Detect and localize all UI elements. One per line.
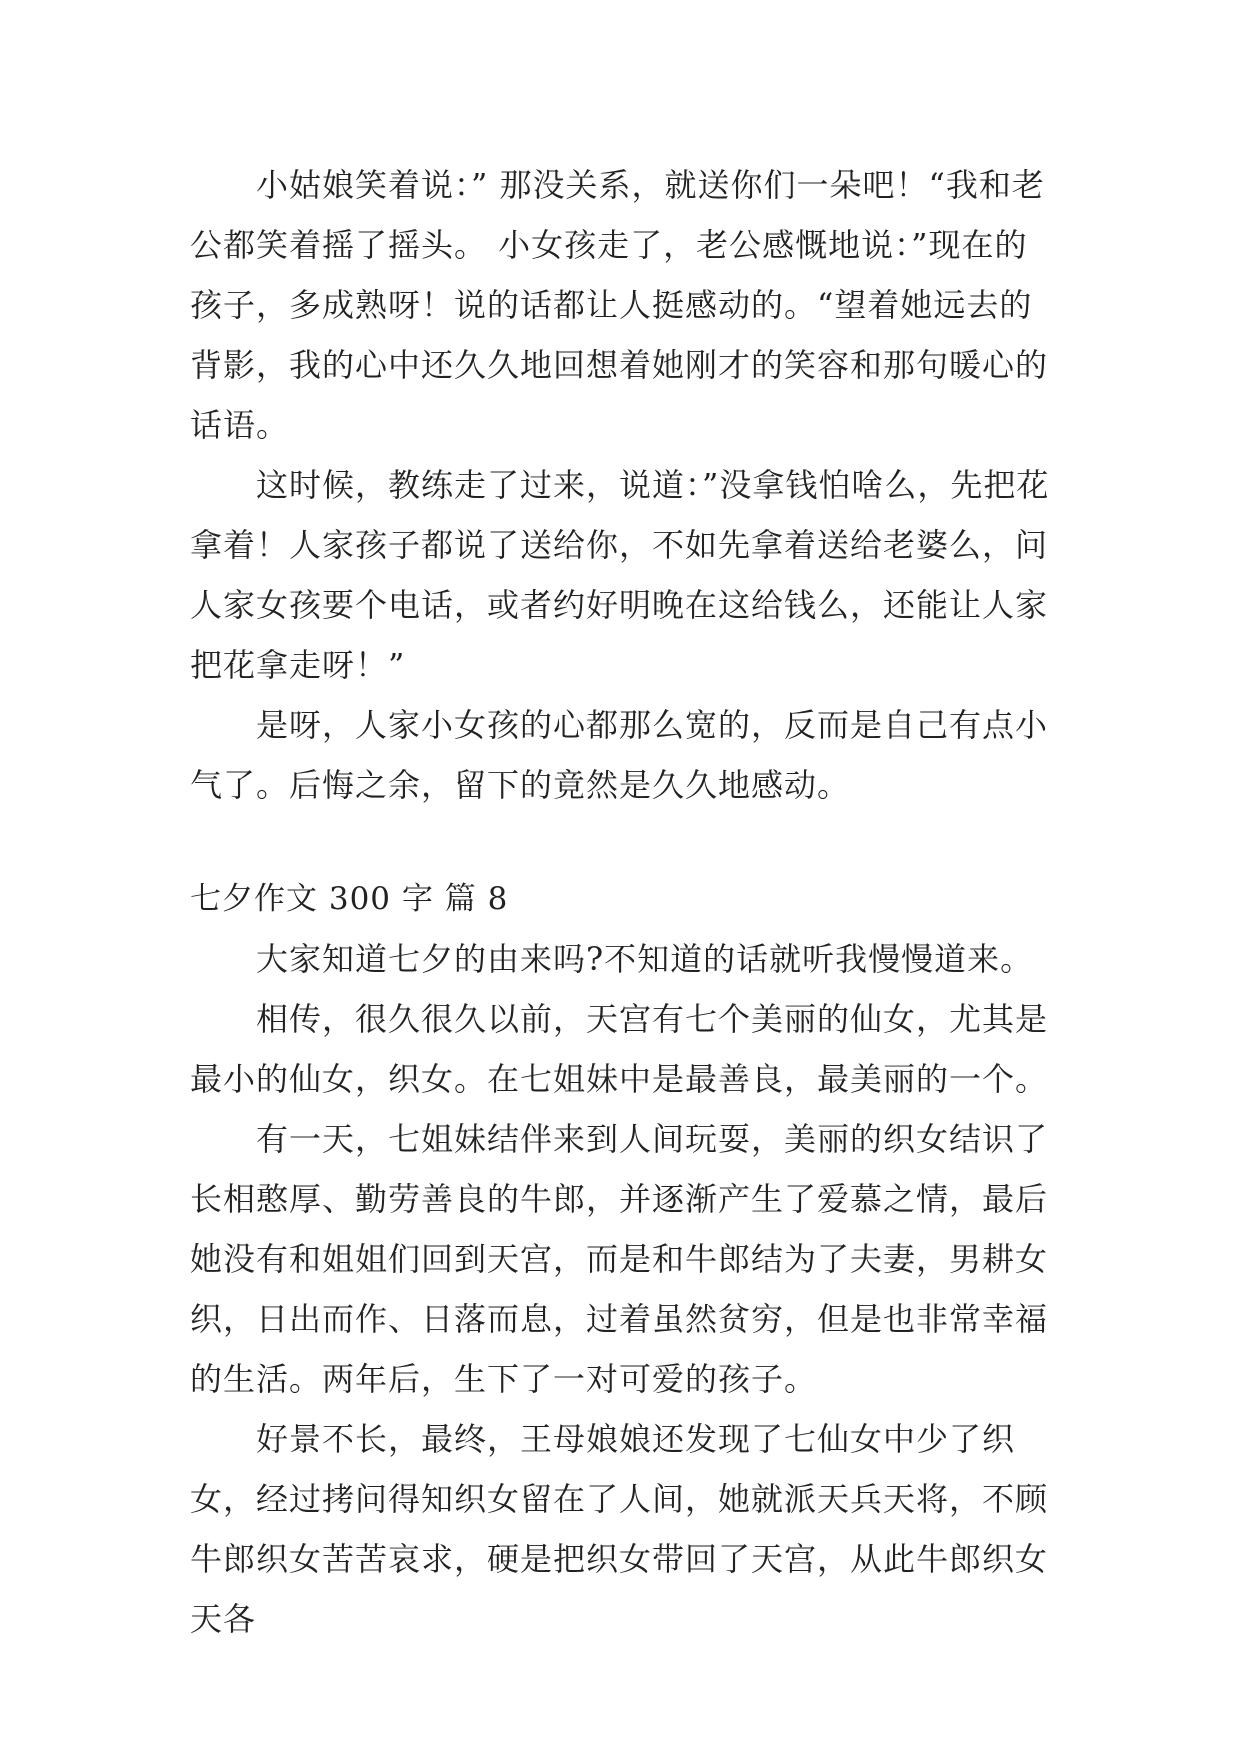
paragraph: 大家知道七夕的由来吗?不知道的话就听我慢慢道来。 [256,940,1034,978]
paragraph: 这时候，教练走了过来，说道：”没拿钱怕啥么，先把花拿着！人家孩子都说了送给你，不如先拿着送给老婆么，问人家女孩要个电话，或者约好明晚在这给钱么，还能让人家把花拿走呀！” [190,466,1050,684]
section-spacer [190,815,1060,869]
paragraph: 好景不长，最终，王母娘娘还发现了七仙女中少了织女，经过拷问得知织女留在了人间，她就派天兵天将，不顾牛郎织女苦苦哀求，硬是把织女带回了天宫，从此牛郎织女天各 [190,1420,1049,1638]
paragraph: 是呀，人家小女孩的心都那么宽的，反而是自己有点小气了。后悔之余，留下的竟然是久久地感动。 [190,706,1049,804]
paragraph: 有一天，七姐妹结伴来到人间玩耍，美丽的织女结识了长相憨厚、勤劳善良的牛郎，并逐渐产生了爱慕之情，最后她没有和姐姐们回到天宫，而是和牛郎结为了夫妻，男耕女织，日出而作、日落而息，过着虽然贫穷，但是也非常幸福的生活。两年后，生下了一对可爱的孩子。 [190,1120,1049,1398]
section-heading: 七夕作文 300 字 篇 8 [190,881,509,917]
paragraph: 小姑娘笑着说：” 那没关系，就送你们一朵吧！“我和老公都笑着摇了摇头。 小女孩走了，老公感慨地说：”现在的孩子，多成熟呀！说的话都让人挺感动的。“望着她远去的背影，我的心中还久久地回想着她刚才的笑容和那句暖心的话语。 [190,166,1049,444]
document-page [190,155,1060,1649]
paragraph: 相传，很久很久以前，天宫有七个美丽的仙女，尤其是最小的仙女，织女。在七姐妹中是最善良，最美丽的一个。 [190,1000,1049,1098]
